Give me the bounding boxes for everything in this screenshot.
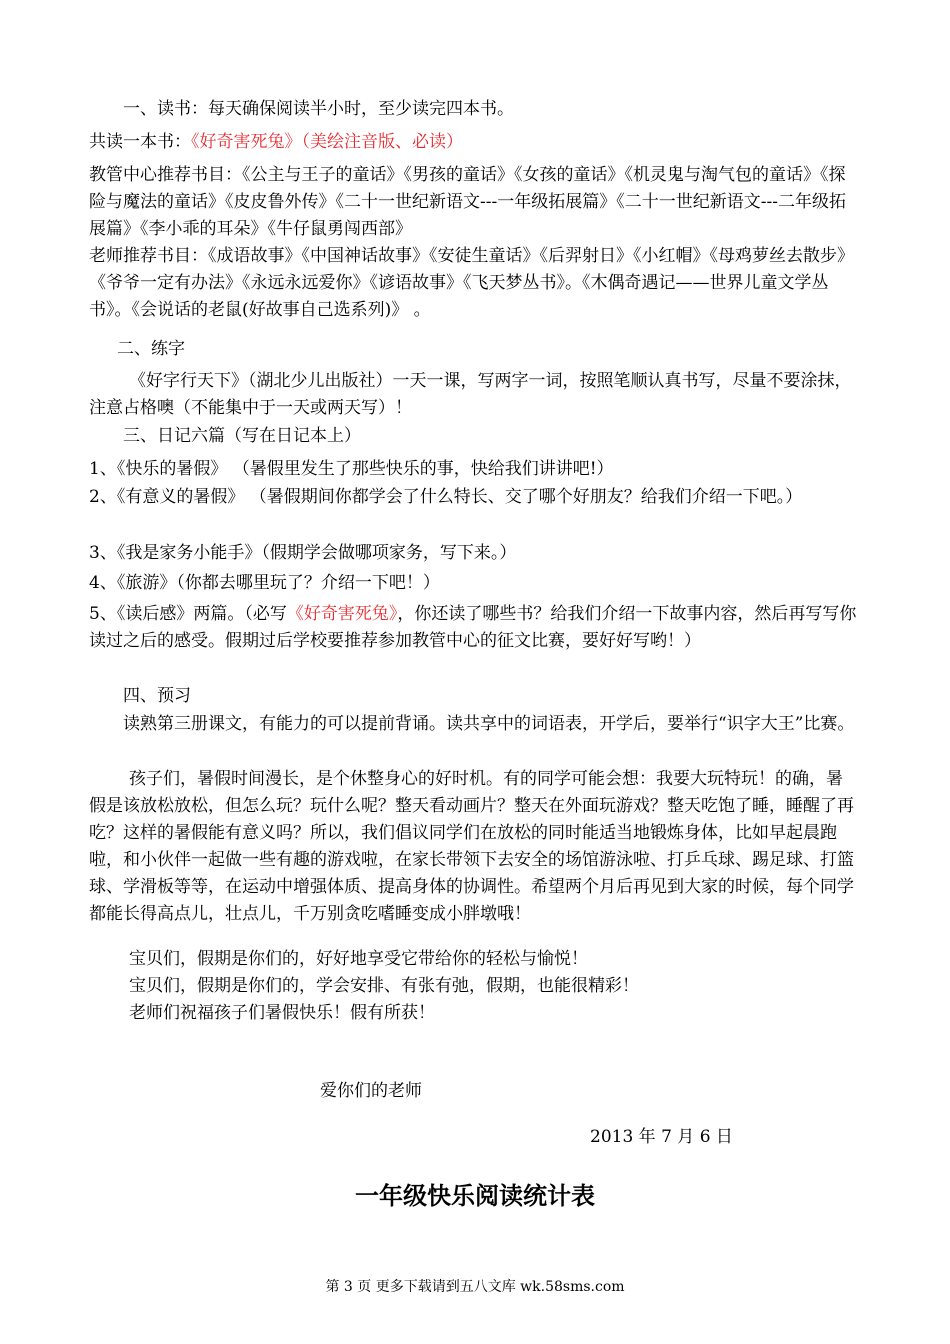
diary-item-1: 1、《快乐的暑假》 （暑假里发生了那些快乐的事，快给我们讲讲吧!） [89, 459, 614, 479]
section2-heading: 二、练字 [117, 339, 185, 359]
letter-date: 2013 年 7 月 6 日 [590, 1127, 733, 1147]
table-title: 一年级快乐阅读统计表 [355, 1182, 595, 1210]
diary-item-4: 4、《旅游》（你都去哪里玩了？介绍一下吧！） [89, 573, 440, 593]
section2-body: 《好字行天下》（湖北少儿出版社）一天一课，写两字一词，按照笔顺认真书写，尽量不要涂抹，注意占格噢（不能集中于一天或两天写）！ [89, 371, 852, 418]
teacher-recommended-list: 老师推荐书目：《成语故事》《中国神话故事》《安徒生童话》《后羿射日》《小红帽》《母鸡萝丝去散步》《爷爷一定有办法》《永远永远爱你》《谚语故事》《飞天梦丛书》。《木偶奇遇记——世界儿童文学丛书》。《会说话的老鼠(好故事自己选系列)》 。 [89, 246, 854, 320]
diary-item-5 [89, 601, 859, 655]
closing-line-3: 老师们祝福孩子们暑假快乐！假有所获！ [129, 1003, 435, 1023]
section3-heading: 三、日记六篇（写在日记本上） [123, 426, 361, 446]
diary-item-3: 3、《我是家务小能手》（假期学会做哪项家务，写下来。） [89, 543, 517, 563]
diary-item-2: 2、《有意义的暑假》 （暑假期间你都学会了什么特长、交了哪个好朋友？给我们介绍一下吧。） [89, 487, 803, 507]
section1-heading: 一、读书：每天确保阅读半小时，至少读完四本书。 [123, 99, 514, 119]
shared-book-line [89, 129, 859, 156]
center-recommended-list: 教管中心推荐书目：《公主与王子的童话》《男孩的童话》《女孩的童话》《机灵鬼与淘气包的童话》《探险与魔法的童话》《皮皮鲁外传》《二十一世纪新语文---一年级拓展篇》《二十一世纪新语文---二年级拓展篇》《李小乖的耳朵》《牛仔鼠勇闯西部》 [89, 165, 846, 239]
diary-item-5-required-book: 《好奇害死兔》 [286, 604, 398, 624]
section4-body: 读熟第三册课文，有能力的可以提前背诵。读共享中的词语表，开学后，要举行“识字大王”比赛。 [123, 714, 855, 734]
signature: 爱你们的老师 [320, 1081, 422, 1101]
diary-item-5-end: ，你还读了哪些书？给我们介绍一下故事内容，然后再写写你读过之后的感受。假期过后学校要推荐参加教管中心的征文比赛，要好好写哟！） [89, 604, 857, 651]
page-footer: 第 3 页 更多下载请到五八文库 wk.58sms.com [325, 1279, 625, 1295]
closing-line-1: 宝贝们，假期是你们的，好好地享受它带给你的轻松与愉悦！ [129, 949, 588, 969]
section4-heading: 四、预习 [123, 686, 191, 706]
closing-paragraph: 孩子们，暑假时间漫长，是个休整身心的好时机。有的同学可能会想：我要大玩特玩！的确，暑假是该放松放松，但怎么玩？玩什么呢？整天看动画片？整天在外面玩游戏？整天吃饱了睡，睡醒了再吃？这样的暑假能有意义吗？所以，我们倡议同学们在放松的同时能适当地锻炼身体，比如早起晨跑啦，和小伙伴一起做一些有趣的游戏啦，在家长带领下去安全的场馆游泳啦、打乒乓球、踢足球、打篮球、学滑板等等，在运动中增强体质、提高身体的协调性。希望两个月后再见到大家的时候，每个同学都能长得高点儿，壮点儿，千万别贪吃嗜睡变成小胖墩哦！ [89, 769, 854, 924]
closing-line-2: 宝贝们，假期是你们的，学会安排、有张有弛，假期，也能很精彩！ [129, 976, 639, 996]
shared-book-title: 《好奇害死兔》（美绘注音版、必读） [191, 132, 463, 152]
shared-book-label: 共读一本书： [89, 132, 191, 152]
diary-item-5-start: 5、《读后感》两篇。（必写 [89, 604, 287, 624]
